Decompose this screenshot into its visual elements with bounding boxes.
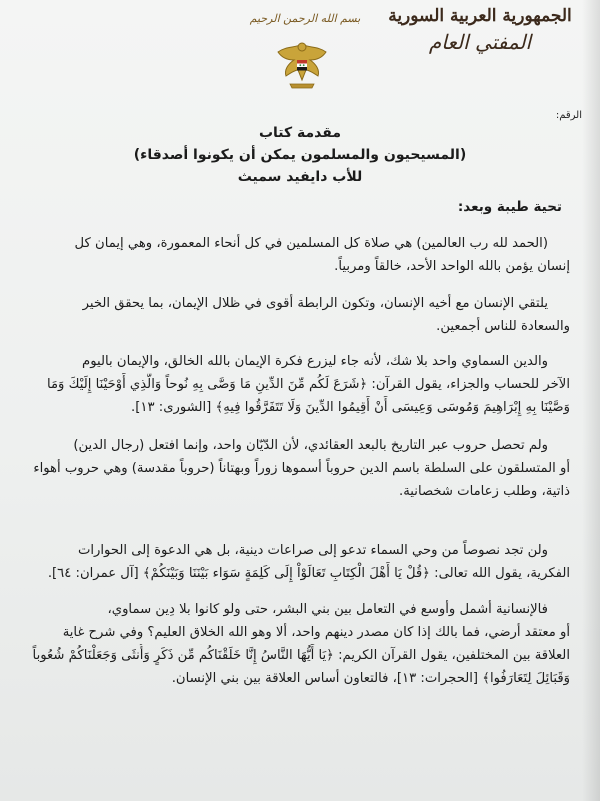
paragraph-2 xyxy=(22,292,570,338)
syrian-eagle-emblem-icon xyxy=(272,36,332,96)
title-line-3: للأب دايفيد سميث xyxy=(237,169,363,185)
paragraph-line: أو معتقد أرضي، فما بالك إذا كان مصدر دينهم واحد، ألا وهو الله الخلاق العليم؟ وفي شرح غاية xyxy=(62,625,570,640)
paragraph-line: ذاتية، وطلب زعامات شخصانية. xyxy=(399,484,570,499)
paragraph-1 xyxy=(22,232,570,278)
paragraph-5 xyxy=(22,539,570,585)
book-intro-title xyxy=(60,122,540,188)
letterhead-authority xyxy=(380,6,580,54)
paragraph-line: والدين السماوي واحد بلا شك، لأنه جاء ليزرع فكرة الإيمان بالله الخالق، والإيمان باليوم xyxy=(82,354,548,369)
paragraph-line: الآخر للحساب والجزاء، يقول القرآن: ﴿شَرَعَ لَكُم مِّنَ الدِّينِ مَا وَصَّى بِهِ نُوحاً وَالَّذِي أَوْحَيْنَا إِلَيْكَ وَمَا xyxy=(46,377,570,392)
reference-number-label: الرقم: xyxy=(555,110,582,121)
paragraph-line: ولن تجد نصوصاً من وحي السماء تدعو إلى صراعات دينية، بل هي الدعوة إلى الحوارات xyxy=(77,543,548,558)
paragraph-line: (الحمد لله رب العالمين) هي صلاة كل المسلمين في كل أنحاء المعمورة، وهي إيمان كل xyxy=(74,236,548,251)
paragraph-line: إنسان يؤمن بالله الواحد الأحد، خالقاً ومربياً. xyxy=(334,259,570,274)
paragraph-line: يلتقي الإنسان مع أخيه الإنسان، وتكون الرابطة أقوى في ظلال الإيمان، بما يحقق الخير xyxy=(82,296,548,311)
letterhead-line-republic: الجمهورية العربية السورية xyxy=(388,6,572,26)
paragraph-line: والسعادة للناس أجمعين. xyxy=(436,319,570,334)
paragraph-line: العلاقة بين المختلفين، يقول القرآن الكريم: ﴿يَا أَيُّهَا النَّاسُ إِنَّا خَلَقْنَاكُم مِّن ذَكَرٍ وَأُنثَى وَجَعَلْنَاكُمْ شُعُوباً xyxy=(32,648,570,663)
page-edge-shadow xyxy=(582,0,600,801)
title-line-1: مقدمة كتاب xyxy=(258,125,342,141)
paragraph-line: وَقَبَائِلَ لِتَعَارَفُوا﴾ [الحجرات: ١٣]، فالتعاون أساس العلاقة بين بني الإنسان. xyxy=(171,671,570,686)
letterhead-line-mufti: المفتي العام xyxy=(428,30,532,54)
title-line-2: (المسيحيون والمسلمون يمكن أن يكونوا أصدقاء) xyxy=(133,147,467,163)
paragraph-line: وَصَّيْنَا بِهِ إِبْرَاهِيمَ وَمُوسَى وَعِيسَى أَنْ أَقِيمُوا الدِّينَ وَلَا تَتَفَرَّقُوا فِيهِ﴾ [الشورى: ١٣]. xyxy=(131,400,570,415)
paragraph-4 xyxy=(22,434,570,503)
paragraph-line: فالإنسانية أشمل وأوسع في التعامل بين بني البشر، حتى ولو كانوا بلا دِين سماوي، xyxy=(107,602,548,617)
paragraph-3 xyxy=(22,350,570,419)
paragraph-line: ولم تحصل حروب عبر التاريخ بالبعد العقائدي، لأن الدّيّان واحد، وإنما افتعل (رجال الدين) xyxy=(73,438,548,453)
paragraph-line: الفكرية، يقول الله تعالى: ﴿قُلْ يَا أَهْلَ الْكِتَابِ تَعَالَوْاْ إِلَى كَلِمَةٍ سَوَاء بَيْنَنَا وَبَيْنَكُمْ﴾ [آل عمران: ٦٤]. xyxy=(47,566,570,581)
paragraph-6 xyxy=(22,598,570,690)
bismillah-text: بسم الله الرحمن الرحيم xyxy=(249,12,361,25)
paragraph-line: أو المتسلقون على السلطة باسم الدين حروباً أسموها زوراً وبهتاناً (حروباً مقدسة) وهي حروب أهواء xyxy=(33,461,570,476)
greeting-text: تحية طيبة وبعد: xyxy=(457,199,562,215)
